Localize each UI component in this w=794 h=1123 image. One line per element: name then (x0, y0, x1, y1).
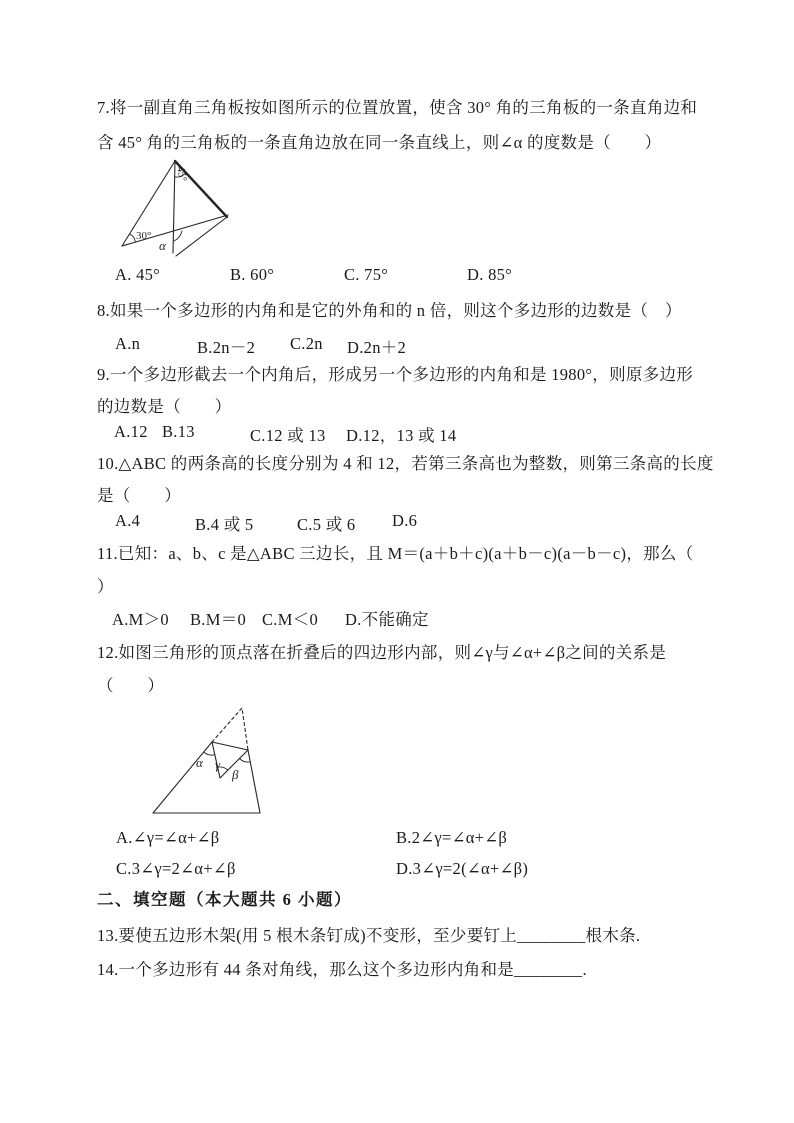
section-2-title: 二、填空题（本大题共 6 小题） (97, 890, 352, 909)
q7-options-row (0, 265, 794, 289)
q9-option-a: A.12 (114, 422, 148, 441)
question-7-line-1: 7.将一副直角三角板按如图所示的位置放置，使含 30° 角的三角板的一条直角边和 (97, 98, 698, 117)
question-11-line-1: 11.已知：a、b、c 是△ABC 三边长，且 M＝(a＋b＋c)(a＋b－c)(a－b－c)，那么（ (97, 544, 694, 563)
question-10-line-2: 是（ ） (97, 486, 181, 505)
q7-option-d: D. 85° (467, 265, 513, 284)
q8-options-row (0, 334, 794, 358)
q12-options-row-2 (0, 859, 794, 883)
q7-option-c: C. 75° (344, 265, 389, 284)
q12-right-edge (248, 750, 260, 813)
q10-option-d: D.6 (392, 511, 418, 530)
question-10-line-1: 10.△ABC 的两条高的长度分别为 4 和 12，若第三条高也为整数，则第三条高的长度 (97, 454, 714, 473)
q9-options-row (0, 422, 794, 446)
q7-arc-alpha (174, 231, 182, 241)
question-9-line-1: 9.一个多边形截去一个内角后，形成另一个多边形的内角和是 1980°，则原多边形 (97, 365, 694, 384)
question-11-line-2: ） (97, 577, 114, 596)
q12-option-b: B.2∠γ=∠α+∠β (396, 828, 508, 847)
question-13-text: 13.要使五边形木架(用 5 根木条钉成)不变形，至少要钉上________根木条. (97, 926, 641, 945)
question-14-text: 14.一个多边形有 44 条对角线，那么这个多边形内角和是________. (97, 960, 587, 979)
q12-option-a: A.∠γ=∠α+∠β (116, 828, 220, 847)
q12-label-gamma: γ (215, 757, 221, 772)
q10-options-row (0, 511, 794, 535)
q12-crease-line (212, 742, 248, 750)
q11-option-d: D.不能确定 (345, 610, 429, 629)
q7-vertical-line (173, 161, 175, 253)
q8-option-c: C.2n (290, 334, 323, 353)
q7-option-b: B. 60° (230, 265, 275, 284)
q12-option-d: D.3∠γ=2(∠α+∠β) (396, 859, 529, 878)
q7-option-a: A. 45° (115, 265, 161, 284)
q8-option-a: A.n (115, 334, 141, 353)
q12-option-c: C.3∠γ=2∠α+∠β (116, 859, 236, 878)
q12-arc-beta (240, 759, 251, 763)
q9-option-d: D.12，13 或 14 (346, 426, 457, 445)
q7-label-alpha: α (159, 238, 166, 253)
q10-option-c: C.5 或 6 (297, 515, 356, 534)
q10-option-a: A.4 (115, 511, 141, 530)
q12-left-edge (153, 742, 212, 813)
q10-option-b: B.4 或 5 (195, 515, 254, 534)
question-7-line-2: 含 45° 角的三角板的一条直角边放在同一条直线上，则∠α 的度数是（ ） (97, 133, 662, 152)
q7-arc-30 (129, 234, 135, 242)
question-9-line-2: 的边数是（ ） (97, 397, 232, 416)
q9-option-b: B.13 (162, 422, 195, 441)
question-8-line-1: 8.如果一个多边形的内角和是它的外角和的 n 倍，则这个多边形的边数是（ ） (97, 301, 682, 320)
q8-option-d: D.2n＋2 (347, 338, 407, 357)
q11-options-row (0, 606, 794, 630)
question-12-line-2: （ ） (97, 676, 165, 695)
q12-label-beta: β (232, 767, 239, 782)
q9-option-c: C.12 或 13 (250, 426, 326, 445)
q12-options-row-1 (0, 828, 794, 852)
q12-arc-alpha (204, 752, 215, 755)
q11-option-b: B.M＝0 (190, 610, 247, 629)
q7-label-45: 45° (174, 165, 190, 183)
q12-folded-triangle-figure (140, 695, 270, 820)
q8-option-b: B.2n－2 (197, 338, 256, 357)
q7-triangle-rulers-figure (110, 155, 250, 270)
q7-label-30: 30° (136, 230, 152, 242)
question-12-line-1: 12.如图三角形的顶点落在折叠后的四边形内部，则∠γ与∠α+∠β之间的关系是 (97, 643, 667, 662)
q11-option-a: A.M＞0 (112, 610, 169, 629)
q11-option-c: C.M＜0 (262, 610, 319, 629)
q12-label-alpha: α (196, 755, 203, 770)
